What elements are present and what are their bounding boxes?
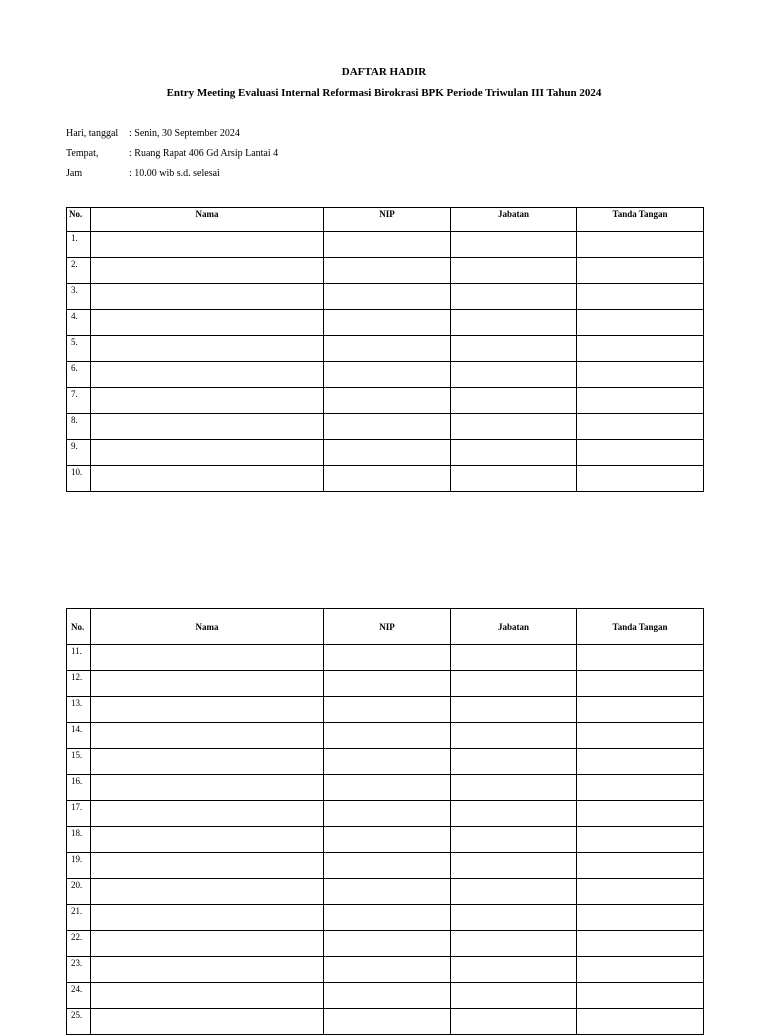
nama-cell[interactable] — [91, 336, 324, 362]
nip-cell[interactable] — [324, 232, 451, 258]
nip-cell[interactable] — [324, 775, 451, 801]
nip-cell[interactable] — [324, 310, 451, 336]
tanda-tangan-cell[interactable] — [577, 336, 704, 362]
table-row — [67, 258, 704, 284]
table-row — [67, 697, 704, 723]
info-label-time: Jam — [66, 168, 83, 179]
jabatan-cell[interactable] — [451, 775, 577, 801]
jabatan-cell[interactable] — [451, 697, 577, 723]
header-no: No. — [67, 208, 91, 232]
row-number: 15. — [67, 749, 91, 775]
row-number: 25. — [67, 1009, 91, 1035]
tanda-tangan-cell[interactable] — [577, 466, 704, 492]
nama-cell[interactable] — [91, 258, 324, 284]
row-number: 19. — [67, 853, 91, 879]
nip-cell[interactable] — [324, 905, 451, 931]
table-row — [67, 284, 704, 310]
jabatan-cell[interactable] — [451, 749, 577, 775]
nama-cell[interactable] — [91, 232, 324, 258]
nip-cell[interactable] — [324, 362, 451, 388]
tanda-tangan-cell[interactable] — [577, 983, 704, 1009]
attendance-table-2 — [66, 608, 704, 1035]
row-number: 22. — [67, 931, 91, 957]
header-tanda-tangan: Tanda Tangan — [577, 208, 704, 232]
nama-cell[interactable] — [91, 853, 324, 879]
tanda-tangan-cell[interactable] — [577, 284, 704, 310]
table-row — [67, 414, 704, 440]
tanda-tangan-cell[interactable] — [577, 775, 704, 801]
nama-cell[interactable] — [91, 362, 324, 388]
row-number: 21. — [67, 905, 91, 931]
tanda-tangan-cell[interactable] — [577, 931, 704, 957]
table-row — [67, 905, 704, 931]
header-nama: Nama — [91, 609, 324, 645]
tanda-tangan-cell[interactable] — [577, 362, 704, 388]
jabatan-cell[interactable] — [451, 466, 577, 492]
jabatan-cell[interactable] — [451, 723, 577, 749]
nip-cell[interactable] — [324, 983, 451, 1009]
table-row — [67, 983, 704, 1009]
nip-cell[interactable] — [324, 697, 451, 723]
jabatan-cell[interactable] — [451, 388, 577, 414]
table-row — [67, 310, 704, 336]
row-number: 11. — [67, 645, 91, 671]
row-number: 24. — [67, 983, 91, 1009]
row-number: 1. — [67, 232, 91, 258]
tanda-tangan-cell[interactable] — [577, 827, 704, 853]
table-row — [67, 336, 704, 362]
nip-cell[interactable] — [324, 671, 451, 697]
table-row — [67, 853, 704, 879]
info-label-date: Hari, tanggal — [66, 128, 119, 139]
tanda-tangan-cell[interactable] — [577, 258, 704, 284]
row-number: 17. — [67, 801, 91, 827]
nama-cell[interactable] — [91, 284, 324, 310]
nama-cell[interactable] — [91, 827, 324, 853]
row-number: 5. — [67, 336, 91, 362]
table-row — [67, 775, 704, 801]
nip-cell[interactable] — [324, 1009, 451, 1035]
row-number: 3. — [67, 284, 91, 310]
nip-cell[interactable] — [324, 827, 451, 853]
row-number: 16. — [67, 775, 91, 801]
table-row — [67, 879, 704, 905]
header-jabatan: Jabatan — [451, 208, 577, 232]
jabatan-cell[interactable] — [451, 258, 577, 284]
jabatan-cell[interactable] — [451, 414, 577, 440]
row-number: 12. — [67, 671, 91, 697]
jabatan-cell[interactable] — [451, 853, 577, 879]
nip-cell[interactable] — [324, 879, 451, 905]
nama-cell[interactable] — [91, 1009, 324, 1035]
row-number: 18. — [67, 827, 91, 853]
nama-cell[interactable] — [91, 905, 324, 931]
header-jabatan: Jabatan — [451, 609, 577, 645]
tanda-tangan-cell[interactable] — [577, 388, 704, 414]
nip-cell[interactable] — [324, 466, 451, 492]
nip-cell[interactable] — [324, 853, 451, 879]
table-row — [67, 466, 704, 492]
table-row — [67, 1009, 704, 1035]
tanda-tangan-cell[interactable] — [577, 697, 704, 723]
table-header-row — [67, 208, 704, 232]
row-number: 10. — [67, 466, 91, 492]
jabatan-cell[interactable] — [451, 1009, 577, 1035]
table-row — [67, 440, 704, 466]
table-row — [67, 801, 704, 827]
jabatan-cell[interactable] — [451, 983, 577, 1009]
row-number: 4. — [67, 310, 91, 336]
row-number: 2. — [67, 258, 91, 284]
table-row — [67, 232, 704, 258]
jabatan-cell[interactable] — [451, 645, 577, 671]
table-row — [67, 671, 704, 697]
info-label-place: Tempat, — [66, 148, 99, 159]
tanda-tangan-cell[interactable] — [577, 645, 704, 671]
table-row — [67, 957, 704, 983]
nip-cell[interactable] — [324, 801, 451, 827]
table-row — [67, 645, 704, 671]
tanda-tangan-cell[interactable] — [577, 671, 704, 697]
nip-cell[interactable] — [324, 388, 451, 414]
row-number: 9. — [67, 440, 91, 466]
nip-cell[interactable] — [324, 336, 451, 362]
nip-cell[interactable] — [324, 749, 451, 775]
header-nip: NIP — [324, 609, 451, 645]
row-number: 23. — [67, 957, 91, 983]
table-row — [67, 362, 704, 388]
nama-cell[interactable] — [91, 801, 324, 827]
row-number: 20. — [67, 879, 91, 905]
tanda-tangan-cell[interactable] — [577, 853, 704, 879]
jabatan-cell[interactable] — [451, 232, 577, 258]
jabatan-cell[interactable] — [451, 905, 577, 931]
jabatan-cell[interactable] — [451, 931, 577, 957]
table-row — [67, 931, 704, 957]
tanda-tangan-cell[interactable] — [577, 232, 704, 258]
jabatan-cell[interactable] — [451, 827, 577, 853]
nama-cell[interactable] — [91, 466, 324, 492]
nama-cell[interactable] — [91, 310, 324, 336]
tanda-tangan-cell[interactable] — [577, 957, 704, 983]
tanda-tangan-cell[interactable] — [577, 879, 704, 905]
row-number: 6. — [67, 362, 91, 388]
jabatan-cell[interactable] — [451, 284, 577, 310]
info-value-date: : Senin, 30 September 2024 — [129, 128, 240, 139]
nama-cell[interactable] — [91, 645, 324, 671]
nip-cell[interactable] — [324, 284, 451, 310]
info-value-place: : Ruang Rapat 406 Gd Arsip Lantai 4 — [129, 148, 279, 159]
tanda-tangan-cell[interactable] — [577, 1009, 704, 1035]
info-value-time: : 10.00 wib s.d. selesai — [129, 168, 220, 179]
nip-cell[interactable] — [324, 931, 451, 957]
tanda-tangan-cell[interactable] — [577, 801, 704, 827]
jabatan-cell[interactable] — [451, 310, 577, 336]
header-no: No. — [67, 609, 91, 645]
nama-cell[interactable] — [91, 957, 324, 983]
jabatan-cell[interactable] — [451, 440, 577, 466]
tanda-tangan-cell[interactable] — [577, 749, 704, 775]
nama-cell[interactable] — [91, 983, 324, 1009]
nama-cell[interactable] — [91, 697, 324, 723]
nama-cell[interactable] — [91, 414, 324, 440]
table-row — [67, 827, 704, 853]
nama-cell[interactable] — [91, 931, 324, 957]
jabatan-cell[interactable] — [451, 362, 577, 388]
header-tanda-tangan: Tanda Tangan — [577, 609, 704, 645]
nama-cell[interactable] — [91, 723, 324, 749]
tanda-tangan-cell[interactable] — [577, 723, 704, 749]
row-number: 14. — [67, 723, 91, 749]
tanda-tangan-cell[interactable] — [577, 414, 704, 440]
nip-cell[interactable] — [324, 258, 451, 284]
header-nip: NIP — [324, 208, 451, 232]
jabatan-cell[interactable] — [451, 671, 577, 697]
tanda-tangan-cell[interactable] — [577, 440, 704, 466]
header-nama: Nama — [91, 208, 324, 232]
nip-cell[interactable] — [324, 957, 451, 983]
nama-cell[interactable] — [91, 671, 324, 697]
tanda-tangan-cell[interactable] — [577, 310, 704, 336]
jabatan-cell[interactable] — [451, 879, 577, 905]
nama-cell[interactable] — [91, 388, 324, 414]
table-row — [67, 749, 704, 775]
table-header-row — [67, 609, 704, 645]
tanda-tangan-cell[interactable] — [577, 905, 704, 931]
nip-cell[interactable] — [324, 440, 451, 466]
document-title: DAFTAR HADIR — [341, 66, 427, 78]
jabatan-cell[interactable] — [451, 801, 577, 827]
row-number: 8. — [67, 414, 91, 440]
jabatan-cell[interactable] — [451, 957, 577, 983]
document-subtitle: Entry Meeting Evaluasi Internal Reformasi Birokrasi BPK Periode Triwulan III Tahun 2024 — [166, 87, 602, 99]
nip-cell[interactable] — [324, 723, 451, 749]
nama-cell[interactable] — [91, 775, 324, 801]
nip-cell[interactable] — [324, 414, 451, 440]
row-number: 13. — [67, 697, 91, 723]
table-row — [67, 723, 704, 749]
nama-cell[interactable] — [91, 440, 324, 466]
table-row — [67, 388, 704, 414]
nama-cell[interactable] — [91, 879, 324, 905]
nama-cell[interactable] — [91, 749, 324, 775]
nip-cell[interactable] — [324, 645, 451, 671]
row-number: 7. — [67, 388, 91, 414]
attendance-table-1 — [66, 207, 704, 492]
jabatan-cell[interactable] — [451, 336, 577, 362]
